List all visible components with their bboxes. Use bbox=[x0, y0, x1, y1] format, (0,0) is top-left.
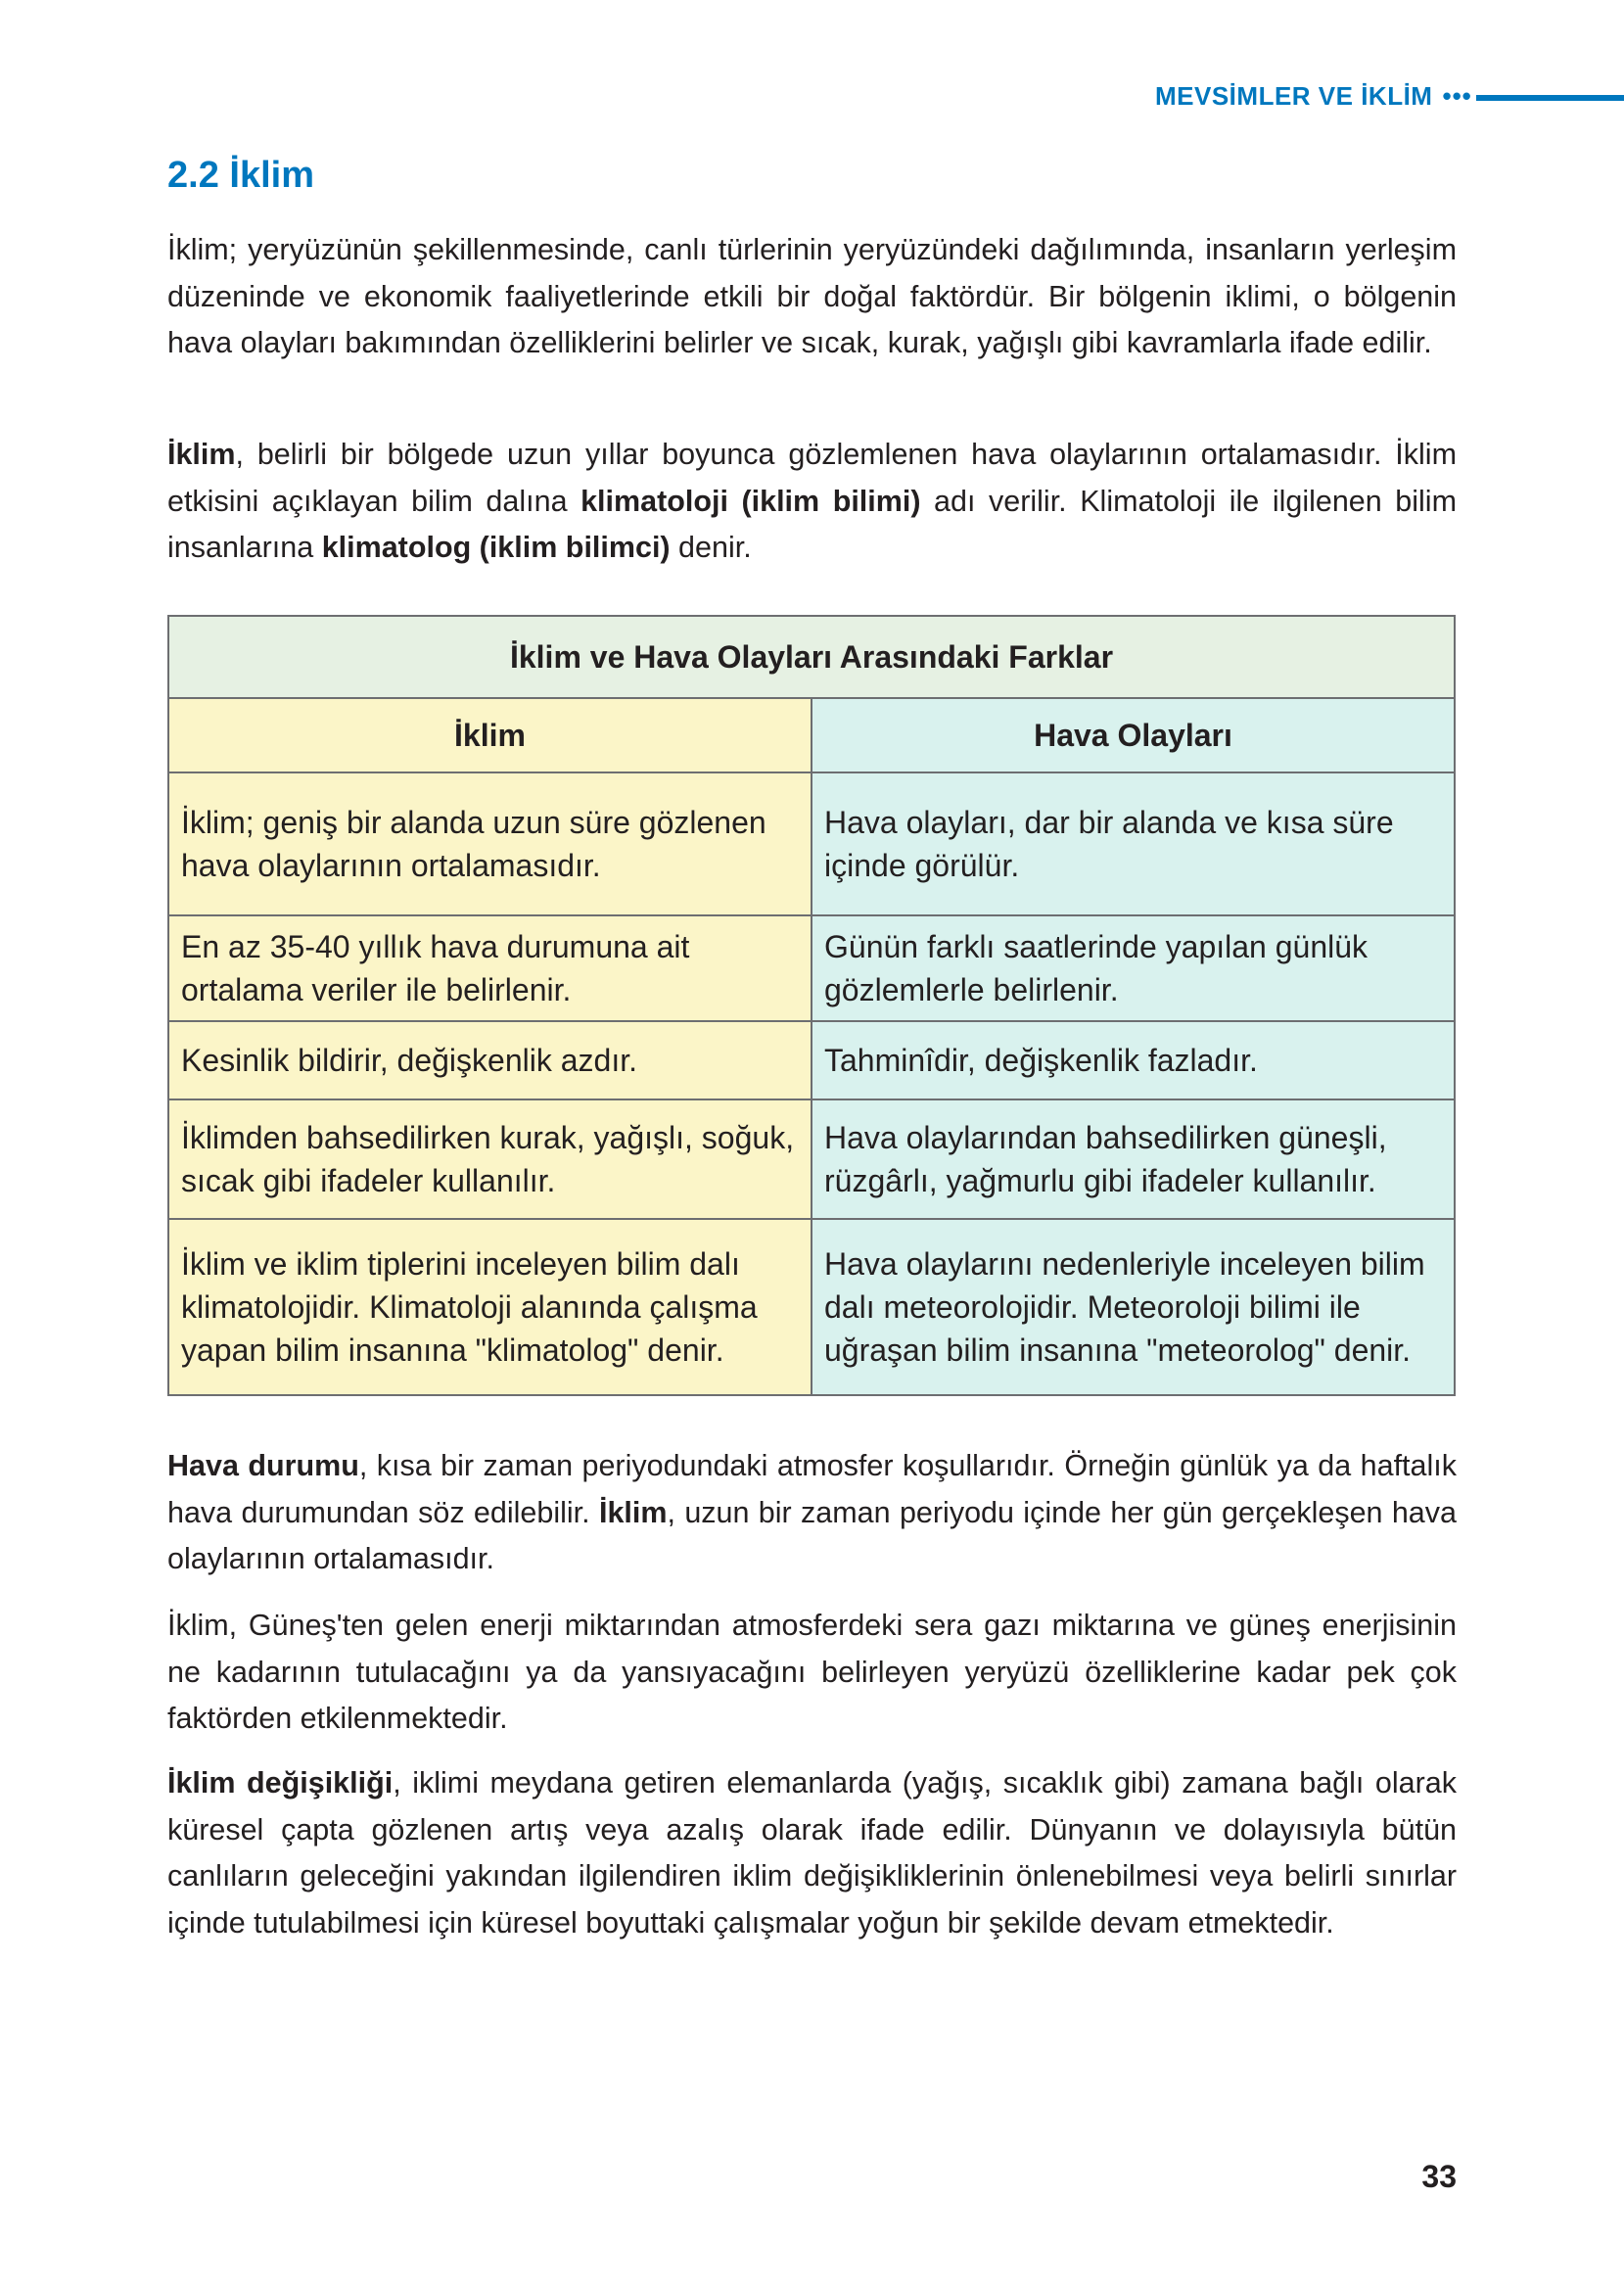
header-dots: ••• bbox=[1442, 80, 1472, 111]
term-iklim: İklim bbox=[598, 1495, 668, 1529]
table-row bbox=[168, 1219, 1455, 1395]
paragraph-intro: İklim; yeryüzünün şekillenmesinde, canlı türlerinin yeryüzündeki dağılımında, insanların yerleşim düzeninde ve ekonomik faaliyetlerinde etkili bir doğal faktördür. Bir bölgenin iklimi, o bölgenin hava olayları bakımından özelliklerini belirler ve sıcak, kurak, yağışlı gibi kavramlarla ifade edilir. bbox=[167, 233, 1457, 359]
table-row bbox=[168, 1021, 1455, 1099]
table-cell: Kesinlik bildirir, değişkenlik azdır. bbox=[168, 1021, 812, 1099]
term-klimatoloji: klimatoloji (iklim bilimi) bbox=[580, 484, 921, 518]
table-cell: Hava olaylarını nedenleriyle inceleyen bilim dalı meteorolojidir. Meteoroloji bilimi ile uğraşan bilim insanına "meteorolog" denir. bbox=[812, 1219, 1455, 1395]
paragraph-definition: İklim, belirli bir bölgede uzun yıllar boyunca gözlemlenen hava olaylarının ortalamasıdır. İklim etkisini açıklayan bilim dalına klimatoloji (iklim bilimi) adı verilir. Klimatoloji ile ilgilenen bilim insanlarına klimatolog (iklim bilimci) denir. bbox=[167, 438, 1457, 564]
table-row bbox=[168, 772, 1455, 915]
section-title: 2.2 İklim bbox=[167, 155, 314, 196]
table-cell: İklim ve iklim tiplerini inceleyen bilim dalı klimatolojidir. Klimatoloji alanında çalışma yapan bilim insanına "klimatolog" denir. bbox=[168, 1219, 812, 1395]
table-cell: Hava olaylarından bahsedilirken güneşli, rüzgârlı, yağmurlu gibi ifadeler kullanılır. bbox=[812, 1099, 1455, 1219]
comparison-table bbox=[167, 615, 1456, 1396]
column-header-iklim: İklim bbox=[168, 698, 812, 772]
term-hava-durumu: Hava durumu bbox=[167, 1449, 359, 1482]
running-header bbox=[1155, 76, 1624, 116]
table-cell: İklimden bahsedilirken kurak, yağışlı, soğuk, sıcak gibi ifadeler kullanılır. bbox=[168, 1099, 812, 1219]
table-cell: Tahminîdir, değişkenlik fazladır. bbox=[812, 1021, 1455, 1099]
paragraph-climate-change: İklim değişikliği, iklimi meydana getiren elemanlarda (yağış, sıcaklık gibi) zamana bağlı olarak küresel çapta gözlenen artış veya azalış olarak ifade edilir. Dünyanın ve dolayısıyla bütün canlıların geleceğini yakından ilgilendiren iklim değişikliklerinin önlenebilmesi veya belirli sınırlar içinde tutulabilmesi için küresel boyuttaki çalışmalar yoğun bir şekilde devam etmektedir. bbox=[167, 1766, 1457, 1940]
table-row bbox=[168, 915, 1455, 1021]
table-cell: Günün farklı saatlerinde yapılan günlük gözlemlerle belirlenir. bbox=[812, 915, 1455, 1021]
term-iklim: İklim bbox=[167, 438, 236, 471]
page-number: 33 bbox=[1421, 2159, 1457, 2194]
table-row bbox=[168, 1099, 1455, 1219]
term-iklim-degisikligi: İklim değişikliği bbox=[167, 1766, 394, 1800]
paragraph-hava-durumu: Hava durumu, kısa bir zaman periyodundaki atmosfer koşullarıdır. Örneğin günlük ya da haftalık hava durumundan söz edilebilir. İklim, uzun bir zaman periyodu içinde her gün gerçekleşen hava olaylarının ortalamasıdır. bbox=[167, 1449, 1457, 1575]
header-rule bbox=[1476, 95, 1624, 101]
term-klimatolog: klimatolog (iklim bilimci) bbox=[321, 531, 671, 564]
column-header-hava-olaylari: Hava Olayları bbox=[812, 698, 1455, 772]
table-cell: İklim; geniş bir alanda uzun süre gözlenen hava olaylarının ortalamasıdır. bbox=[168, 772, 812, 915]
table-cell: Hava olayları, dar bir alanda ve kısa süre içinde görülür. bbox=[812, 772, 1455, 915]
table-cell: En az 35-40 yıllık hava durumuna ait ortalama veriler ile belirlenir. bbox=[168, 915, 812, 1021]
chapter-title: MEVSİMLER VE İKLİM bbox=[1155, 80, 1433, 111]
table-title: İklim ve Hava Olayları Arasındaki Farklar bbox=[168, 616, 1455, 698]
paragraph-factors: İklim, Güneş'ten gelen enerji miktarından atmosferdeki sera gazı miktarına ve güneş enerjisinin ne kadarının tutulacağını ya da yansıyacağını belirleyen yeryüzü özelliklerine kadar pek çok faktörden etkilenmektedir. bbox=[167, 1609, 1457, 1735]
